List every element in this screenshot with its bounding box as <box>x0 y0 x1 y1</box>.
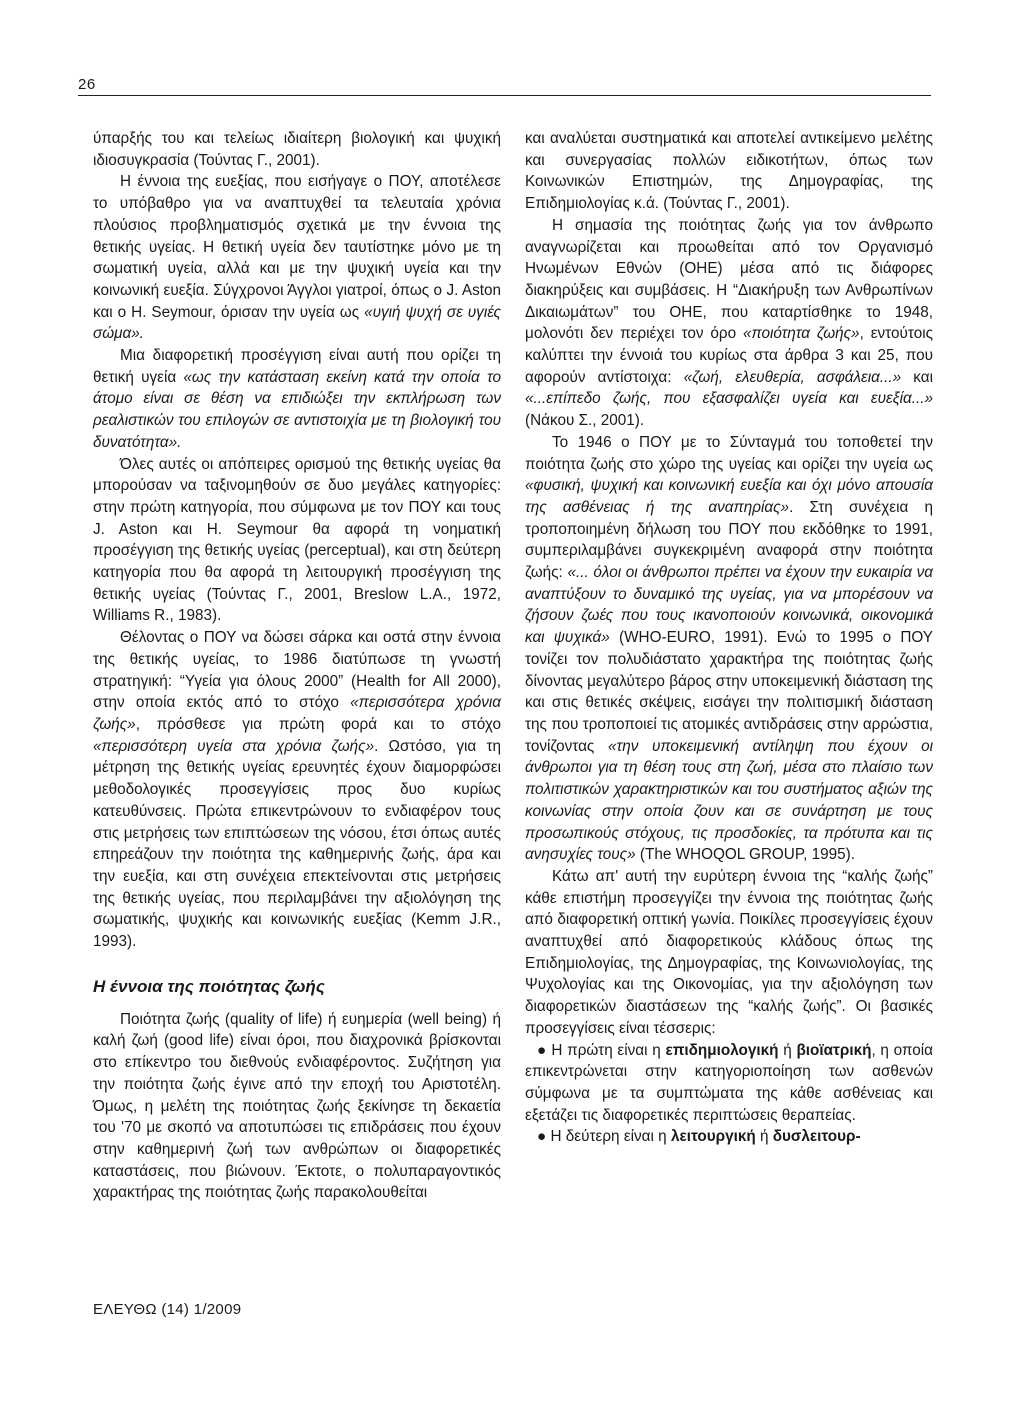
text-span: Η έννοια της ευεξίας, που εισήγαγε ο ΠΟΥ, αποτέλεσε το υπόβαθρο για να αναπτυχθεί τα τελευταία χρόνια πλούσιος προβληματισμός σχετικά με την έννοια της θετικής υγείας. Η θετική υγεία δεν ταυτίστηκε μόνο με τη σωματική υγεία, αλλά και με την ψυχική υγεία και την κοινωνική ευεξία. Σύγχρονοι Άγγλοι γιατροί, όπως ο J. Aston και ο H. Seymour, όρισαν την υγεία ως <box>93 173 501 321</box>
text-span: (WHO-EURO, 1991). Ενώ το 1995 ο ΠΟΥ τονίζει τον πολυδιάστατο χαρακτήρα της ποιότητας ζωής δίνοντας μεγαλύτερο βάρος στην υποκειμενική διάσταση της και στις θετικές σκέψεις, εισάγει την πολιτισμική διάσταση της που τροποποιεί τις ατομικές αντιδράσεις στην αρρώστια, τονίζοντας <box>525 629 933 755</box>
paragraph <box>93 171 501 345</box>
italic-quote: «ποιότητα ζωής» <box>742 325 860 343</box>
text-span: και <box>901 368 933 386</box>
text-span: Το 1946 ο ΠΟΥ με το Σύνταγμά του τοποθετεί την ποιότητα ζωής στο χώρο της υγείας και ορίζει την υγεία ως <box>525 433 933 473</box>
text-span: . Ωστόσο, για τη μέτρηση της θετικής υγείας ερευνητές έχουν διαμορφώσει μεθοδολογικές προσεγγίσεις προς δυο κυρίως κατευθύνσεις. Πρώτα επικεντρώνουν το ενδιαφέρον τους στις μετρήσεις των επιπτώσεων της νόσου, έτσι όπως αυτές επηρεάζουν την ποιότητα της καθημερινής ζωής, άρα και την ευεξία, και στη συνέχεια επεκτείνονται στις μετρήσεις της θετικής υγείας, που περιλαμβάνει την αξιολόγηση της σωματικής, ψυχικής και κοινωνικής ευεξίας (Kemm J.R., 1993). <box>93 737 501 951</box>
header-rule <box>78 95 931 96</box>
paragraph: ύπαρξής του και τελείως ιδιαίτερη βιολογική και ψυχική ιδιοσυγκρασία (Τούντας Γ., 2001). <box>93 130 501 169</box>
text-span: Η πρώτη είναι η <box>551 1041 666 1059</box>
footer-journal: ΕΛΕΥΘΩ (14) 1/2009 <box>93 1301 242 1318</box>
right-column <box>525 128 933 1148</box>
text-span: , η οποία επικεντρώνεται στην κατηγοριοποίηση των ασθενών σύμφωνα με τα συμπτώματα της κάθε ασθένειας και εξετάζει τις διαφορετικές περιπτώσεις θεραπείας. <box>525 1041 933 1124</box>
paragraph <box>93 627 501 953</box>
text-span: (The WHOQOL GROUP, 1995). <box>635 846 855 864</box>
bold-term: λειτουργική <box>670 1128 756 1146</box>
text-span: , πρόσθεσε για πρώτη φορά και το στόχο <box>135 715 501 733</box>
bullet-item <box>525 1126 933 1148</box>
text-span: Η σημασία της ποιότητας ζωής για τον άνθρωπο αναγνωρίζεται και προωθείται από τον Οργανισμό Ηνωμένων Εθνών (ΟΗΕ) μέσα από τις διάφορες διακηρύξεις και συμβάσεις. Η “Διακήρυξη των Ανθρωπίνων Δικαιωμάτων” του ΟΗΕ, που καταρτίσθηκε το 1948, μολονότι δεν περιέχει τον όρο <box>525 216 933 343</box>
bold-term: δυσλειτουρ- <box>772 1128 861 1146</box>
text-span: Θέλοντας ο ΠΟΥ να δώσει σάρκα και οστά στην έννοια της θετικής υγείας, το 1986 διατύπωσε τη γνωστή στρατηγική: “Υγεία για όλους 2000” (Health for All 2000), στην οποία εκτός από το στόχο <box>93 629 501 712</box>
text-span: , εντούτοις καλύπτει την έννοιά του κυρίως στα άρθρα 3 και 25, που αφορούν αντίστοιχα: <box>525 325 933 386</box>
text-span: ή <box>778 1041 797 1059</box>
italic-quote: «...επίπεδο ζωής, που εξασφαλίζει υγεία και ευεξία...» <box>525 390 933 408</box>
italic-quote: «ως την κατάσταση εκείνη κατά την οποία το άτομο είναι σε θέση να επιδιώξει την εκπλήρωση των ρεαλιστικών του επιλογών σε αντιστοιχία με τη βιολογική του δυνατότητα». <box>93 368 501 451</box>
italic-quote: «περισσότερη υγεία στα χρόνια ζωής» <box>93 737 375 755</box>
paragraph: Κάτω απ' αυτή την ευρύτερη έννοια της “καλής ζωής” κάθε επιστήμη προσεγγίζει την έννοια της ποιότητας ζωής από διαφορετική οπτική γωνία. Ποικίλες προσεγγίσεις έχουν αναπτυχθεί από διαφορετικούς κλάδους όπως της Επιδημιολογίας, της Δημογραφίας, της Κοινωνιολογίας, της Ψυχολογίας και της Οικονομίας, για την αξιολόγηση των διαφορετικών διαστάσεων της “καλής ζωής”. Οι βασικές προσεγγίσεις είναι τέσσερις: <box>525 867 933 1037</box>
bold-term: επιδημιολογική <box>665 1041 779 1059</box>
paragraph: και αναλύεται συστηματικά και αποτελεί αντικείμενο μελέτης και συνεργασίας πολλών ειδικοτήτων, όπως των Κοινωνικών Επιστημών, της Δημογραφίας, της Επιδημιολογίας κ.ά. (Τούντας Γ., 2001). <box>525 130 933 213</box>
text-span: Μια διαφορετική προσέγγιση είναι αυτή που ορίζει τη θετική υγεία <box>93 347 501 386</box>
bullet-icon: ● <box>537 1128 547 1146</box>
italic-quote: «ζωή, ελευθερία, ασφάλεια...» <box>683 368 902 386</box>
paragraph: Όλες αυτές οι απόπειρες ορισμού της θετικής υγείας θα μπορούσαν να ταξινομηθούν σε δυο μεγάλες κατηγορίες: στην πρώτη κατηγορία, που σύμφωνα με τον ΠΟΥ και τους J. Aston και H. Seymour θα αφορά τη νοηματική προσέγγιση της θετικής υγείας (perceptual), και στη δεύτερη κατηγορία που θα αφορά τη λειτουργική προσέγγιση της θετικής υγείας (Τούντας Γ., 2001, Breslow L.A., 1972, Williams R., 1983). <box>93 455 501 625</box>
bullet-item <box>525 1040 933 1127</box>
paragraph <box>93 345 501 454</box>
bullet-icon: ● <box>537 1041 547 1059</box>
text-span: Η δεύτερη είναι η <box>550 1128 671 1146</box>
italic-quote: «φυσική, ψυχική και κοινωνική ευεξία και όχι μόνο απουσία της ασθένειας ή της αναπηρίας» <box>525 477 933 516</box>
text-span: (Νάκου Σ., 2001). <box>525 412 645 430</box>
text-span: ή <box>755 1128 773 1146</box>
italic-quote: «περισσότερα χρόνια ζωής» <box>93 694 501 733</box>
bold-term: βιοϊατρική <box>796 1041 872 1059</box>
paragraph <box>525 215 933 432</box>
paragraph: Ποιότητα ζωής (quality of life) ή ευημερία (well being) ή καλή ζωή (good life) είναι όροι, που διαχρονικά βρίσκονται στο επίκεντρο του διεθνούς ενδιαφέροντος. Συζήτηση για την ποιότητα ζωής έγινε από την εποχή του Αριστοτέλη. Όμως, η μελέτη της ποιότητας ζωής ξεκίνησε τη δεκαετία του '70 με σκοπό να αποτυπώσει τις επιδράσεις που έχουν στην καθημερινή ζωή των ανθρώπων οι διαφορετικές καταστάσεις, που βιώνουν. Έκτοτε, ο πολυπαραγοντικός χαρακτήρας της ποιότητας ζωής παρακολουθείται <box>93 1010 501 1202</box>
italic-quote: «... όλοι οι άνθρωποι πρέπει να έχουν την ευκαιρία να αναπτύξουν το δυναμικό της υγείας, για να μπορέσουν να ζήσουν ζωές που τους ικανοποιούν κοινωνικά, οικονομικά και ψυχικά» <box>525 564 933 647</box>
left-column <box>93 128 501 1204</box>
italic-quote: «την υποκειμενική αντίληψη που έχουν οι άνθρωποι για τη θέση τους στη ζωή, μέσα στο πλαίσιο των πολιτιστικών χαρακτηριστικών και του συστήματος αξιών της κοινωνίας στην οποία ζουν και σε συνάρτηση με τους προσωπικούς στόχους, τις προσδοκίες, τα πρότυπα και τις ανησυχίες τους» <box>525 737 933 864</box>
italic-quote: «υγιή ψυχή σε υγιές σώμα». <box>93 303 501 343</box>
section-heading: Η έννοια της ποιότητας ζωής <box>93 976 325 996</box>
text-span: . Στη συνέχεια η τροποποιημένη δήλωση του ΠΟΥ που εκδόθηκε το 1991, συμπεριλαμβάνει συγκεκριμένη αναφορά στην ποιότητα ζωής: <box>525 498 933 582</box>
paragraph <box>525 432 933 866</box>
page-number: 26 <box>78 76 96 93</box>
